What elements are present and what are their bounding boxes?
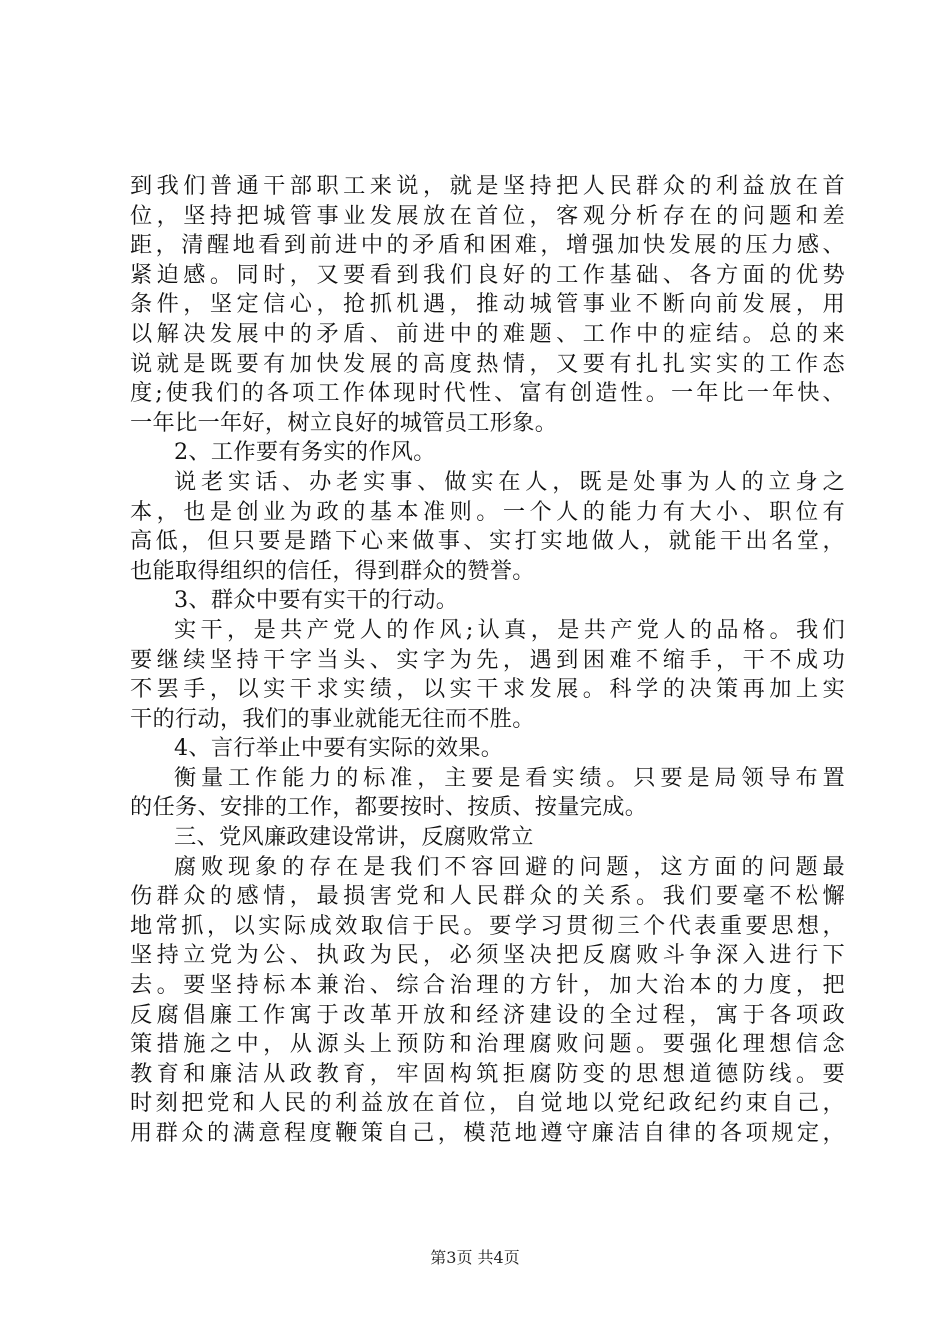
section-heading: 2、工作要有务实的作风。 [174, 439, 436, 466]
paragraph-line: 教育和廉洁从政教育，牢固构筑拒腐防变的思想道德防线。要 [130, 1060, 845, 1087]
paragraph-line: 衡量工作能力的标准，主要是看实绩。只要是局领导布置 [174, 764, 845, 791]
paragraph-line: 伤群众的感情，最损害党和人民群众的关系。我们要毫不松懈 [130, 883, 845, 910]
paragraph-line: 高低，但只要是踏下心来做事、实打实地做人，就能干出名堂， [130, 528, 845, 555]
paragraph-line: 说就是既要有加快发展的高度热情，又要有扎扎实实的工作态 [130, 350, 845, 377]
paragraph-line: 干的行动，我们的事业就能无往而不胜。 [130, 705, 535, 732]
section-heading: 3、群众中要有实干的行动。 [174, 587, 459, 614]
section-heading: 三、党风廉政建设常讲，反腐败常立 [174, 824, 534, 851]
paragraph-line: 坚持立党为公、执政为民，必须坚决把反腐败斗争深入进行下 [130, 942, 845, 969]
paragraph-line: 腐败现象的存在是我们不容回避的问题，这方面的问题最 [174, 853, 845, 880]
paragraph-line: 的任务、安排的工作，都要按时、按质、按量完成。 [130, 794, 648, 821]
paragraph-line: 用群众的满意程度鞭策自己，模范地遵守廉洁自律的各项规定， [130, 1120, 845, 1146]
paragraph-line: 紧迫感。同时，又要看到我们良好的工作基础、各方面的优势 [130, 261, 845, 288]
paragraph-line: 去。要坚持标本兼治、综合治理的方针，加大治本的力度，把 [130, 972, 845, 999]
section-heading: 4、言行举止中要有实际的效果。 [174, 735, 504, 762]
paragraph-line: 本，也是创业为政的基本准则。一个人的能力有大小、职位有 [130, 498, 845, 525]
paragraph-line: 实干，是共产党人的作风;认真，是共产党人的品格。我们 [174, 616, 845, 643]
paragraph-line: 距，清醒地看到前进中的矛盾和困难，增强加快发展的压力感、 [130, 232, 845, 259]
paragraph-line: 时刻把党和人民的利益放在首位，自觉地以党纪政纪约束自己， [130, 1090, 845, 1117]
paragraph-line: 条件，坚定信心，抢抓机遇，推动城管事业不断向前发展，用 [130, 291, 845, 318]
document-body [130, 172, 845, 1149]
paragraph-line: 不罢手，以实干求实绩，以实干求发展。科学的决策再加上实 [130, 676, 845, 703]
paragraph-line: 反腐倡廉工作寓于改革开放和经济建设的全过程，寓于各项政 [130, 1001, 845, 1028]
paragraph-line: 度;使我们的各项工作体现时代性、富有创造性。一年比一年快、 [130, 380, 845, 407]
paragraph-line: 策措施之中，从源头上预防和治理腐败问题。要强化理想信念 [130, 1031, 845, 1058]
paragraph-line: 也能取得组织的信任，得到群众的赞誉。 [130, 557, 535, 584]
paragraph-line: 以解决发展中的矛盾、前进中的难题、工作中的症结。总的来 [130, 320, 845, 347]
paragraph-line: 说老实话、办老实事、做实在人，既是处事为人的立身之 [174, 468, 845, 495]
paragraph-line: 位，坚持把城管事业发展放在首位，客观分析存在的问题和差 [130, 202, 845, 229]
paragraph-line: 要继续坚持干字当头、实字为先，遇到困难不缩手，干不成功 [130, 646, 845, 673]
paragraph-line: 一年比一年好，树立良好的城管员工形象。 [130, 409, 558, 436]
paragraph-line: 地常抓，以实际成效取信于民。要学习贯彻三个代表重要思想， [130, 912, 845, 939]
paragraph-line: 到我们普通干部职工来说，就是坚持把人民群众的利益放在首 [130, 173, 845, 199]
page-footer: 第3页 共4页 [430, 1248, 520, 1267]
